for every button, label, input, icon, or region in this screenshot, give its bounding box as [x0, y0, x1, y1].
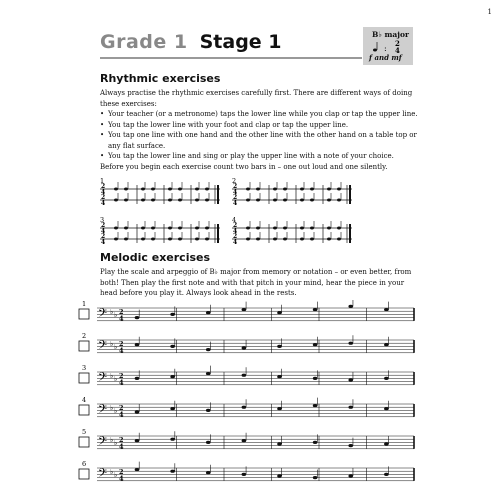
- note-head: [151, 188, 155, 191]
- note-head: [337, 227, 341, 230]
- time-signature-top: 2: [101, 183, 106, 190]
- note-head: [206, 311, 211, 314]
- note-head: [205, 227, 209, 230]
- rhythm-exercises: [0, 172, 500, 252]
- note-head: [170, 313, 175, 316]
- note-head: [277, 375, 282, 378]
- note-head: [114, 238, 118, 241]
- note-head: [348, 342, 353, 345]
- exercise-number: 1: [82, 300, 87, 308]
- note-head: [256, 238, 260, 241]
- count-in-note: Before you begin each exercise count two bars in – one out loud and one silently.: [100, 162, 388, 171]
- bass-clef-icon: 𝄢: [98, 403, 108, 419]
- time-signature-bottom: 4: [233, 189, 238, 196]
- time-signature-bottom: 4: [101, 200, 106, 207]
- flat-icon: ♭: [114, 311, 118, 319]
- note-head: [135, 343, 140, 346]
- note-head: [246, 199, 250, 202]
- note-head: [141, 227, 145, 230]
- flat-icon: ♭: [114, 343, 118, 351]
- checkbox: [79, 405, 89, 415]
- exercise-number: 2: [232, 177, 237, 185]
- note-head: [135, 316, 140, 319]
- note-head: [348, 378, 353, 381]
- note-head: [151, 238, 155, 241]
- note-head: [141, 238, 145, 241]
- time-signature-top: 2: [119, 468, 124, 476]
- note-head: [242, 308, 247, 311]
- rhythmic-bullets: [100, 109, 418, 162]
- melodic-instructions: Play the scale and arpeggio of B♭ major from memory or notation – or even better, from both! Then play the first note and with that pitch in your mind, hear the piece in your head before you play it. Always look ahead in the rests.: [100, 268, 412, 297]
- grade-label: Grade 1: [100, 31, 188, 53]
- note-head: [300, 227, 304, 230]
- note-head: [170, 375, 175, 378]
- note-head: [313, 377, 318, 380]
- rhythmic-intro: Always practise the rhythmic exercises carefully first. There are different ways of doing these exercises:: [100, 89, 413, 108]
- time-signature-top: 2: [101, 194, 106, 201]
- rhythmic-heading: Rhythmic exercises: [100, 72, 221, 85]
- note-head: [277, 407, 282, 410]
- note-head: [178, 227, 182, 230]
- note-head: [151, 227, 155, 230]
- time-signature-top: 2: [119, 404, 124, 412]
- note-head: [242, 406, 247, 409]
- flat-icon: ♭: [110, 340, 114, 348]
- flat-icon: ♭: [114, 471, 118, 479]
- note-head: [348, 474, 353, 477]
- exercise-number: 4: [82, 396, 87, 404]
- note-head: [206, 348, 211, 351]
- time-signature-top: 2: [119, 308, 124, 316]
- note-head: [124, 227, 128, 230]
- note-head: [246, 238, 250, 241]
- note-head: [124, 188, 128, 191]
- note-head: [141, 199, 145, 202]
- time-signature-top: 2: [119, 372, 124, 380]
- time-signature-bottom: 4: [101, 228, 106, 235]
- note-head: [348, 305, 353, 308]
- flat-icon: ♭: [114, 407, 118, 415]
- note-head: [170, 407, 175, 410]
- checkbox: [79, 437, 89, 447]
- exercise-number: 2: [82, 332, 87, 340]
- time-signature-bottom: 4: [233, 228, 238, 235]
- note-head: [384, 343, 389, 346]
- exercise-number: 4: [232, 216, 237, 224]
- flat-icon: ♭: [114, 439, 118, 447]
- note-head: [205, 199, 209, 202]
- time-signature-top: 2: [119, 340, 124, 348]
- note-head: [256, 199, 260, 202]
- note-head: [310, 188, 314, 191]
- note-head: [300, 238, 304, 241]
- note-head: [273, 199, 277, 202]
- note-head: [337, 238, 341, 241]
- note-head: [337, 188, 341, 191]
- note-head: [313, 441, 318, 444]
- note-head: [135, 410, 140, 413]
- note-head: [206, 409, 211, 412]
- note-head: [242, 473, 247, 476]
- note-head: [313, 404, 318, 407]
- page-title: [100, 31, 282, 53]
- note-head: [168, 227, 172, 230]
- time-signature-bottom: 4: [119, 410, 124, 419]
- checkbox: [79, 373, 89, 383]
- time-signature-top: 2: [119, 436, 124, 444]
- note-head: [256, 188, 260, 191]
- note-head: [114, 227, 118, 230]
- note-head: [242, 374, 247, 377]
- note-head: [327, 227, 331, 230]
- note-head: [313, 476, 318, 479]
- note-head: [277, 474, 282, 477]
- note-head: [246, 227, 250, 230]
- bass-clef-icon: 𝄢: [98, 307, 108, 323]
- exercise-number: 1: [100, 177, 105, 185]
- time-signature-bottom: 4: [119, 314, 124, 323]
- note-head: [206, 441, 211, 444]
- note-head: [195, 227, 199, 230]
- note-head: [283, 238, 287, 241]
- list-item: • You tap the lower line and sing or play the upper line with a note of your choice.: [108, 151, 418, 162]
- note-head: [246, 188, 250, 191]
- svg-text:2: 2: [395, 39, 400, 48]
- note-head: [384, 377, 389, 380]
- stage-label: Stage 1: [199, 31, 282, 53]
- note-head: [384, 308, 389, 311]
- bass-clef-icon: 𝄢: [98, 435, 108, 451]
- time-signature-bottom: 4: [119, 474, 124, 483]
- note-head: [114, 188, 118, 191]
- flat-icon: ♭: [110, 372, 114, 380]
- note-head: [135, 377, 140, 380]
- note-head: [348, 406, 353, 409]
- list-item: • You tap the lower line with your foot and clap or tap the upper line.: [108, 120, 418, 131]
- note-head: [273, 227, 277, 230]
- time-signature-bottom: 4: [119, 378, 124, 387]
- time-signature-top: 2: [233, 222, 238, 229]
- note-head: [277, 345, 282, 348]
- note-head: [168, 199, 172, 202]
- time-signature-top: 2: [233, 183, 238, 190]
- note-head: [310, 238, 314, 241]
- note-head: [170, 345, 175, 348]
- note-head: [327, 199, 331, 202]
- key-label: B♭ major: [372, 30, 409, 39]
- note-head: [178, 238, 182, 241]
- flat-icon: ♭: [110, 404, 114, 412]
- exercise-number: 3: [100, 216, 105, 224]
- note-head: [170, 438, 175, 441]
- list-item: • You tap one line with one hand and the other line with the other hand on a table top or any flat surface.: [108, 130, 418, 151]
- page-number: 1: [487, 8, 492, 16]
- note-head: [277, 311, 282, 314]
- note-head: [327, 188, 331, 191]
- note-head: [124, 199, 128, 202]
- bass-clef-icon: 𝄢: [98, 467, 108, 483]
- note-head: [135, 468, 140, 471]
- time-signature-bottom: 4: [119, 442, 124, 451]
- note-head: [114, 199, 118, 202]
- note-head: [337, 199, 341, 202]
- note-head: [195, 238, 199, 241]
- note-head: [195, 199, 199, 202]
- note-head: [242, 439, 247, 442]
- note-head: [124, 238, 128, 241]
- note-head: [135, 439, 140, 442]
- list-item: • Your teacher (or a metronome) taps the lower line while you clap or tap the upper line.: [108, 109, 418, 120]
- note-head: [195, 188, 199, 191]
- time-signature-bottom: 4: [101, 189, 106, 196]
- note-head: [283, 199, 287, 202]
- note-head: [151, 199, 155, 202]
- note-head: [348, 444, 353, 447]
- flat-icon: ♭: [110, 308, 114, 316]
- time-signature-bottom: 4: [233, 239, 238, 246]
- note-head: [384, 442, 389, 445]
- svg-text::: :: [384, 44, 387, 53]
- flat-icon: ♭: [114, 375, 118, 383]
- note-head: [313, 308, 318, 311]
- note-head: [206, 372, 211, 375]
- note-head: [310, 227, 314, 230]
- note-head: [300, 188, 304, 191]
- note-head: [300, 199, 304, 202]
- note-head: [205, 188, 209, 191]
- note-head: [206, 471, 211, 474]
- note-head: [178, 188, 182, 191]
- title-rule: [100, 57, 362, 59]
- note-head: [313, 343, 318, 346]
- note-head: [273, 238, 277, 241]
- bass-clef-icon: 𝄢: [98, 339, 108, 355]
- bass-clef-icon: 𝄢: [98, 371, 108, 387]
- note-head: [178, 199, 182, 202]
- note-head: [170, 470, 175, 473]
- checkbox: [79, 341, 89, 351]
- note-head: [242, 346, 247, 349]
- time-signature-top: 2: [101, 222, 106, 229]
- time-signature-top: 2: [233, 233, 238, 240]
- melodic-exercises: [0, 300, 500, 495]
- flat-icon: ♭: [110, 468, 114, 476]
- svg-text:4: 4: [395, 46, 400, 55]
- checkbox: [79, 469, 89, 479]
- note-head: [168, 188, 172, 191]
- melodic-heading: Melodic exercises: [100, 251, 211, 264]
- note-head: [205, 238, 209, 241]
- flat-icon: ♭: [110, 436, 114, 444]
- time-signature-bottom: 4: [233, 200, 238, 207]
- note-head: [256, 227, 260, 230]
- time-signature-top: 2: [101, 233, 106, 240]
- note-head: [310, 199, 314, 202]
- note-head: [327, 238, 331, 241]
- exercise-number: 6: [82, 460, 87, 468]
- note-head: [283, 188, 287, 191]
- note-head: [141, 188, 145, 191]
- key-signature-box: [363, 27, 413, 65]
- rhythmic-instructions: [100, 88, 418, 172]
- note-head: [277, 442, 282, 445]
- time-signature-bottom: 4: [119, 346, 124, 355]
- note-head: [273, 188, 277, 191]
- time-signature-top: 2: [233, 194, 238, 201]
- dynamics-label: f and mf: [369, 53, 402, 62]
- note-head: [168, 238, 172, 241]
- note-head: [384, 473, 389, 476]
- time-signature-bottom: 4: [101, 239, 106, 246]
- checkbox: [79, 309, 89, 319]
- note-head: [283, 227, 287, 230]
- note-head: [384, 407, 389, 410]
- exercise-number: 5: [82, 428, 87, 436]
- exercise-number: 3: [82, 364, 87, 372]
